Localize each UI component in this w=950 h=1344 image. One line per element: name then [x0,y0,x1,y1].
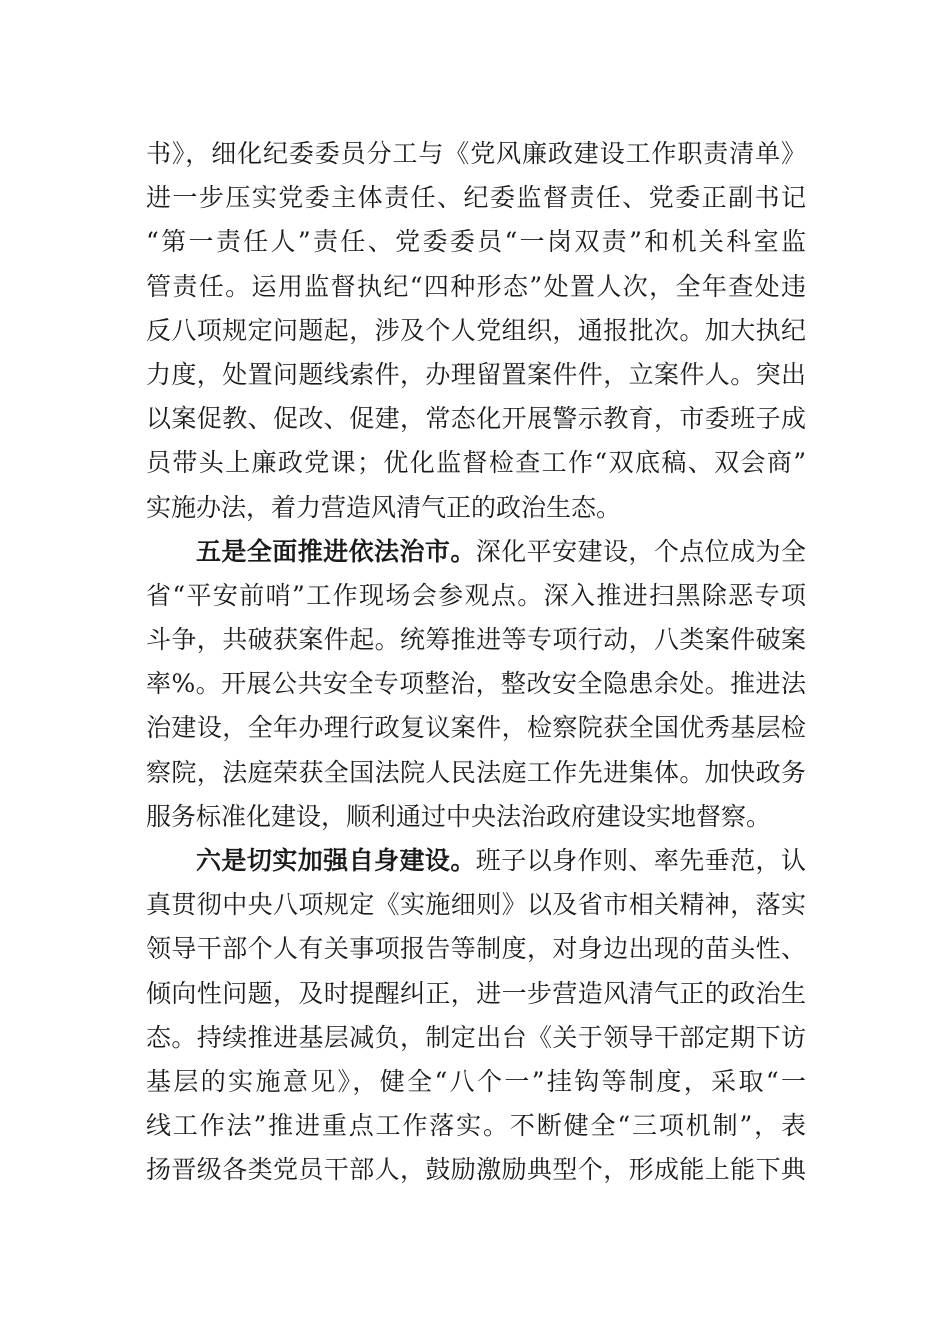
text-line: 倾向性问题，及时提醒纠正，进一步营造风清气正的政治生 [146,978,806,1008]
text-line: 书》，细化纪委委员分工与《党风廉政建设工作职责清单》 [146,139,806,168]
text-line: 管责任。运用监督执纪“四种形态”处置人次，全年查处违 [146,271,806,301]
paragraph-text: 深化平安建设，个点位成为全 [475,536,806,566]
text-line: 服务标准化建设，顺利通过中央法治政府建设实地督察。 [146,801,772,831]
text-line: 领导干部个人有关事项报告等制度，对身边出现的苗头性、 [146,934,806,964]
text-line: 员带头上廉政党课；优化监督检查工作“双底稿、双会商” [146,448,806,478]
text-line: 治建设，全年办理行政复议案件，检察院获全国优秀基层检 [146,713,806,743]
paragraph-first-line [146,530,806,574]
text-line: 线工作法”推进重点工作落实。不断健全“三项机制”，表 [146,1111,806,1141]
text-line: “第一责任人”责任、党委委员“一岗双责”和机关科室监 [146,227,806,257]
text-line: 进一步压实党委主体责任、纪委监督责任、党委正副书记 [146,183,806,213]
paragraph-heading: 五是全面推进依法治市。 [196,536,476,566]
text-line: 扬晋级各类党员干部人，鼓励激励典型个，形成能上能下典 [146,1155,806,1185]
text-line: 省“平安前哨”工作现场会参观点。深入推进扫黑除恶专项 [146,580,806,610]
text-line: 基层的实施意见》，健全“八个一”挂钩等制度，采取“一 [146,1066,806,1096]
text-line: 察院，法庭荣获全国法院人民法庭工作先进集体。加快政务 [146,757,806,787]
text-line: 态。持续推进基层减负，制定出台《关于领导干部定期下访 [146,1022,806,1052]
text-line: 以案促教、促改、促建，常态化开展警示教育，市委班子成 [146,404,806,434]
text-line: 真贯彻中央八项规定《实施细则》以及省市相关精神，落实 [146,890,806,920]
text-line: 率%。开展公共安全专项整治，整改安全隐患余处。推进法 [146,669,806,699]
text-line: 实施办法，着力营造风清气正的政治生态。 [146,492,622,522]
paragraph-text: 班子以身作则、率先垂范，认 [475,846,806,875]
text-line: 斗争，共破获案件起。统筹推进等专项行动，八类案件破案 [146,625,806,655]
document-body [146,132,806,1193]
paragraph-first-line [146,839,806,883]
paragraph-heading: 六是切实加强自身建设。 [196,846,476,875]
text-line: 力度，处置问题线索件，办理留置案件件，立案件人。突出 [146,359,806,389]
text-line: 反八项规定问题起，涉及个人党组织，通报批次。加大执纪 [146,315,806,345]
